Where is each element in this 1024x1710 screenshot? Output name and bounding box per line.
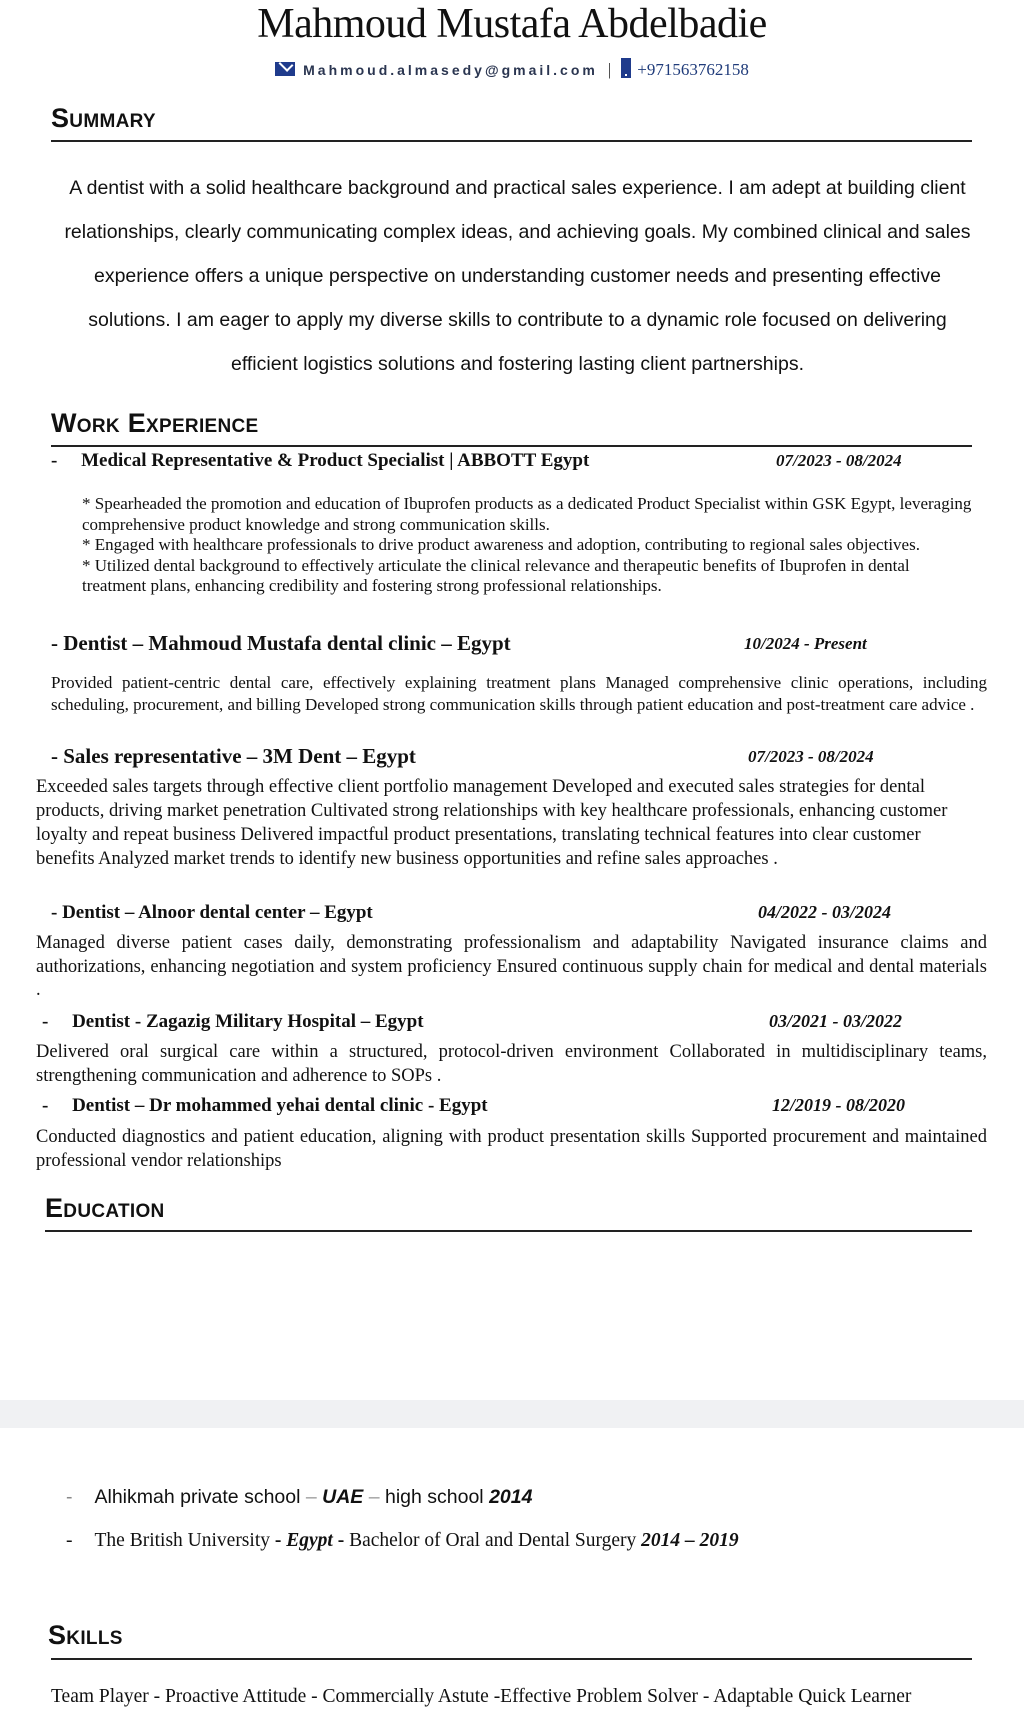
email-icon xyxy=(275,62,295,76)
school-name: Alhikmah private school xyxy=(94,1486,306,1508)
job-bullet: * Engaged with healthcare professionals to drive product awareness and adoption, contributing to regional sales objectives. xyxy=(82,535,920,554)
skills-heading: Skills xyxy=(48,1620,123,1650)
job-description: Exceeded sales targets through effective client portfolio management Developed and executed sales strategies for dental products, driving market penetration Cultivated strong relationships with key healthcare professionals, enhancing customer loyalty and repeat business Delivered impactful product presentations, translating technical features into clear customer benefits Analyzed market trends to identify new business opportunities and refine sales approaches . xyxy=(36,777,948,869)
job-dates: 07/2023 - 08/2024 xyxy=(748,747,874,766)
separator: – xyxy=(363,1486,385,1508)
list-dash: - xyxy=(66,1486,73,1508)
skills-divider xyxy=(51,1658,972,1660)
education-item xyxy=(66,1486,532,1509)
job-dates: 04/2022 - 03/2024 xyxy=(758,902,891,922)
job-dates: 07/2023 - 08/2024 xyxy=(776,451,902,470)
job-title: - Sales representative – 3M Dent – Egypt xyxy=(51,744,416,768)
skills-list: Team Player - Proactive Attitude - Commercially Astute -Effective Problem Solver - Adaptable Quick Learner xyxy=(51,1686,912,1707)
years: 2014 xyxy=(489,1486,533,1508)
job-dates: 10/2024 - Present xyxy=(744,634,867,653)
page-break-band xyxy=(0,1400,1024,1428)
job-title: - Dentist - Zagazig Military Hospital – Egypt xyxy=(42,1011,424,1032)
summary-text: A dentist with a solid healthcare background and practical sales experience. I am adept at building client relationships, clearly communicating complex ideas, and achieving goals. My combined clinical and sales experience offers a unique perspective on understanding customer needs and presenting effective solutions. I am eager to apply my diverse skills to contribute to a dynamic role focused on delivering efficient logistics solutions and fostering lasting client partnerships. xyxy=(64,177,971,375)
separator: - xyxy=(332,1530,350,1551)
years: 2014 – 2019 xyxy=(641,1530,739,1551)
job-title: - Dentist – Alnoor dental center – Egypt xyxy=(51,902,373,923)
job-bullet: * Spearheaded the promotion and education of Ibuprofen products as a dedicated Product Specialist within GSK Egypt, leveraging comprehensive product knowledge and strong communication skills. xyxy=(82,494,972,534)
country: UAE xyxy=(322,1486,364,1508)
separator: – xyxy=(305,1486,323,1508)
degree: high school xyxy=(384,1486,490,1508)
job-description: Conducted diagnostics and patient education, aligning with product presentation skills Supported procurement and maintained professional vendor relationships xyxy=(36,1127,987,1171)
job-title: - Dentist – Mahmoud Mustafa dental clinic – Egypt xyxy=(51,631,511,655)
email-link[interactable]: Mahmoud.almasedy@gmail.com xyxy=(303,62,598,78)
degree: Bachelor of Oral and Dental Surgery xyxy=(349,1530,642,1551)
list-dash: - xyxy=(66,1530,73,1551)
job-bullet: * Utilized dental background to effectively articulate the clinical relevance and therapeutic benefits of Ibuprofen in dental treatment plans, enhancing credibility and fostering strong professional relationships. xyxy=(82,555,910,595)
summary-divider xyxy=(51,140,972,142)
candidate-name: Mahmoud Mustafa Abdelbadie xyxy=(257,1,767,47)
education-item xyxy=(66,1530,739,1552)
job-bullets xyxy=(82,494,978,597)
phone-number[interactable]: +971563762158 xyxy=(637,60,749,79)
job-description: Managed diverse patient cases daily, demonstrating professionalism and adaptability Navigated insurance claims and authorizations, enhancing negotiation and system proficiency Ensured continuous supply chain for medical and dental materials . xyxy=(36,933,987,1000)
job-title: - Dentist – Dr mohammed yehai dental clinic - Egypt xyxy=(42,1095,488,1116)
job-dates: 03/2021 - 03/2022 xyxy=(769,1011,902,1031)
separator: - xyxy=(274,1530,287,1551)
country: Egypt xyxy=(286,1530,333,1551)
phone-icon xyxy=(621,58,631,78)
school-name: The British University xyxy=(94,1530,275,1551)
contact-line xyxy=(0,58,1024,80)
work-experience-heading: Work Experience xyxy=(51,408,259,438)
contact-separator: | xyxy=(607,60,612,79)
summary-heading: Summary xyxy=(51,103,156,133)
work-experience-divider xyxy=(51,445,972,447)
job-title: - Medical Representative & Product Specialist | ABBOTT Egypt xyxy=(51,450,590,471)
job-description: Provided patient-centric dental care, effectively explaining treatment plans Managed comprehensive clinic operations, including scheduling, procurement, and billing Developed strong communication skills through patient education and post-treatment care advice . xyxy=(51,673,987,714)
education-divider xyxy=(45,1230,972,1232)
job-description: Delivered oral surgical care within a structured, protocol-driven environment Collaborated in multidisciplinary teams, strengthening communication and adherence to SOPs . xyxy=(36,1042,987,1086)
job-dates: 12/2019 - 08/2020 xyxy=(772,1095,905,1115)
education-heading: Education xyxy=(45,1193,165,1223)
